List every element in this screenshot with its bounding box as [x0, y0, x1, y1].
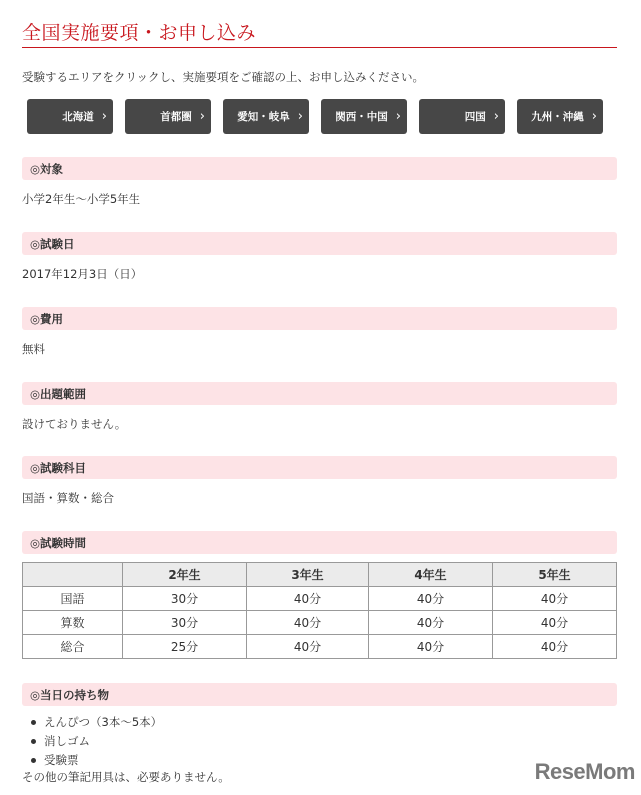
table-header-row	[23, 563, 617, 587]
chevron-right-icon: ›	[297, 109, 303, 124]
chevron-right-icon: ›	[199, 109, 205, 124]
belongings-note: その他の筆記用具は、必要ありません。	[22, 770, 230, 784]
area-label: 首都圏	[160, 111, 192, 123]
section-scope	[22, 382, 617, 432]
chevron-right-icon: ›	[493, 109, 499, 124]
table-row	[23, 611, 617, 635]
section-heading: ◎費用	[22, 307, 617, 330]
section-heading: ◎対象	[22, 157, 617, 180]
table-cell: 40分	[493, 635, 617, 659]
section-fee	[22, 307, 617, 357]
table-header: 4年生	[369, 563, 493, 587]
table-cell: 総合	[23, 635, 123, 659]
area-button-kyushu-okinawa[interactable]	[517, 99, 603, 134]
table-cell: 国語	[23, 587, 123, 611]
chevron-right-icon: ›	[395, 109, 401, 124]
section-subjects	[22, 456, 617, 506]
section-exam-date	[22, 232, 617, 282]
section-body: 2017年12月3日（日）	[22, 267, 143, 281]
exam-time-table	[22, 562, 617, 659]
list-item: 受験票	[22, 752, 617, 771]
table-cell: 40分	[493, 611, 617, 635]
section-belongings	[22, 683, 617, 785]
area-button-shikoku[interactable]	[419, 99, 505, 134]
table-cell: 40分	[247, 587, 369, 611]
section-heading: ◎試験時間	[22, 531, 617, 554]
section-body: 設けておりません。	[22, 417, 127, 431]
area-button-hokkaido[interactable]	[27, 99, 113, 134]
area-label: 九州・沖縄	[531, 111, 584, 123]
table-row	[23, 587, 617, 611]
area-buttons	[27, 99, 603, 134]
area-label: 北海道	[62, 111, 94, 123]
belongings-list	[22, 714, 617, 771]
area-label: 四国	[464, 111, 486, 123]
area-button-shutoken[interactable]	[125, 99, 211, 134]
page-title: 全国実施要項・お申し込み	[22, 22, 257, 44]
section-heading: ◎当日の持ち物	[22, 683, 617, 706]
area-label: 愛知・岐阜	[237, 111, 290, 123]
table-cell: 40分	[369, 587, 493, 611]
table-header: 3年生	[247, 563, 369, 587]
table-cell: 40分	[247, 611, 369, 635]
table-cell: 40分	[369, 611, 493, 635]
section-heading: ◎試験日	[22, 232, 617, 255]
table-cell: 30分	[123, 611, 247, 635]
resemom-logo: ReseMom	[534, 759, 635, 784]
section-body: 無料	[22, 342, 45, 356]
section-exam-time	[22, 531, 617, 659]
section-body: 国語・算数・総合	[22, 491, 114, 505]
table-cell: 25分	[123, 635, 247, 659]
table-cell: 30分	[123, 587, 247, 611]
table-cell: 40分	[247, 635, 369, 659]
table-header: 5年生	[493, 563, 617, 587]
table-cell: 40分	[493, 587, 617, 611]
area-button-kansai-chugoku[interactable]	[321, 99, 407, 134]
list-item: えんぴつ（3本〜5本）	[22, 714, 617, 733]
chevron-right-icon: ›	[101, 109, 107, 124]
chevron-right-icon: ›	[591, 109, 597, 124]
table-cell: 40分	[369, 635, 493, 659]
list-item: 消しゴム	[22, 733, 617, 752]
area-label: 関西・中国	[335, 111, 388, 123]
section-heading: ◎出題範囲	[22, 382, 617, 405]
section-body: 小学2年生〜小学5年生	[22, 192, 141, 206]
table-cell: 算数	[23, 611, 123, 635]
area-button-aichi-gifu[interactable]	[223, 99, 309, 134]
table-header	[23, 563, 123, 587]
section-heading: ◎試験科目	[22, 456, 617, 479]
table-header: 2年生	[123, 563, 247, 587]
section-target	[22, 157, 617, 207]
title-divider	[22, 47, 617, 48]
intro-text: 受験するエリアをクリックし、実施要項をご確認の上、お申し込みください。	[22, 70, 425, 84]
table-row	[23, 635, 617, 659]
